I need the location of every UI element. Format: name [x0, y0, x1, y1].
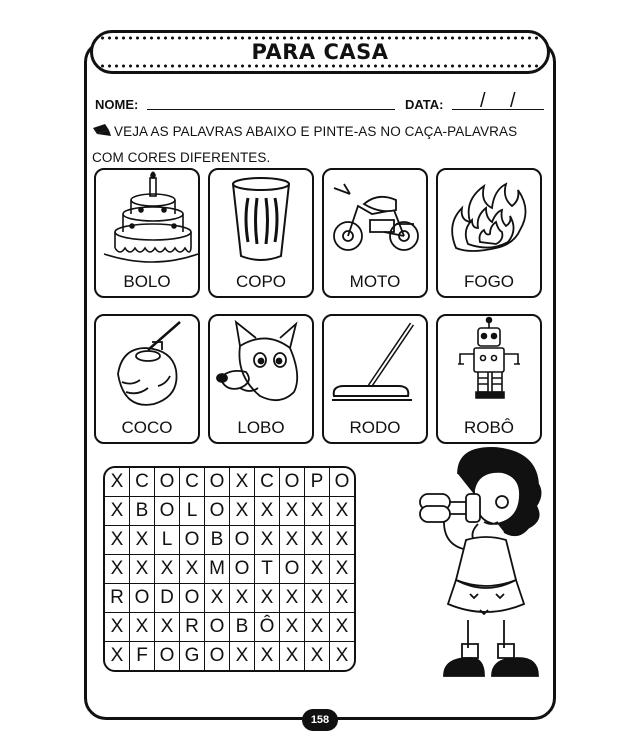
grid-cell[interactable]: X: [280, 526, 305, 555]
grid-cell[interactable]: X: [255, 526, 280, 555]
card-word: MOTO: [349, 272, 401, 291]
grid-cell[interactable]: O: [230, 526, 255, 555]
grid-cell[interactable]: X: [255, 584, 280, 613]
grid-cell[interactable]: X: [305, 555, 330, 584]
grid-row: [105, 497, 354, 526]
grid-cell[interactable]: X: [155, 613, 180, 642]
title-banner: [90, 30, 550, 74]
grid-cell[interactable]: X: [305, 526, 330, 555]
grid-cell[interactable]: O: [205, 613, 230, 642]
grid-cell[interactable]: D: [155, 584, 180, 613]
grid-cell[interactable]: O: [205, 468, 230, 497]
grid-cell[interactable]: X: [130, 613, 155, 642]
grid-cell[interactable]: X: [330, 555, 355, 584]
grid-cell[interactable]: X: [305, 642, 330, 671]
grid-cell[interactable]: X: [330, 642, 355, 671]
grid-cell[interactable]: B: [230, 613, 255, 642]
card-bolo: [94, 168, 200, 298]
date-label: DATA:: [405, 97, 444, 112]
page-number-badge: 158: [302, 709, 338, 731]
card-fogo: [436, 168, 542, 298]
grid-row: [105, 468, 354, 497]
card-word: ROBÔ: [463, 418, 515, 437]
grid-cell[interactable]: X: [230, 468, 255, 497]
grid-row: [105, 613, 354, 642]
grid-cell[interactable]: X: [280, 584, 305, 613]
grid-cell[interactable]: P: [305, 468, 330, 497]
grid-cell[interactable]: X: [280, 613, 305, 642]
grid-cell[interactable]: X: [255, 642, 280, 671]
grid-cell[interactable]: M: [205, 555, 230, 584]
grid-cell[interactable]: O: [130, 584, 155, 613]
card-word: COCO: [121, 418, 173, 437]
grid-cell[interactable]: X: [155, 555, 180, 584]
motorcycle-icon: [324, 170, 426, 270]
grid-cell[interactable]: X: [305, 584, 330, 613]
card-word: LOBO: [237, 418, 285, 437]
grid-cell[interactable]: X: [105, 497, 130, 526]
grid-cell[interactable]: X: [305, 613, 330, 642]
card-rodo: [322, 314, 428, 444]
grid-cell[interactable]: O: [180, 526, 205, 555]
date-separator-1: /: [480, 90, 486, 112]
grid-cell[interactable]: X: [130, 526, 155, 555]
grid-cell[interactable]: X: [330, 613, 355, 642]
grid-cell[interactable]: O: [155, 468, 180, 497]
card-word: RODO: [349, 418, 401, 437]
grid-cell[interactable]: O: [330, 468, 355, 497]
grid-cell[interactable]: X: [255, 497, 280, 526]
grid-cell[interactable]: O: [230, 555, 255, 584]
grid-cell[interactable]: X: [205, 584, 230, 613]
word-search-grid: [103, 466, 356, 672]
date-field[interactable]: [452, 109, 544, 110]
grid-cell[interactable]: X: [330, 497, 355, 526]
grid-cell[interactable]: O: [280, 555, 305, 584]
card-word: COPO: [235, 272, 287, 291]
grid-cell[interactable]: X: [280, 497, 305, 526]
card-word: BOLO: [123, 272, 171, 291]
grid-cell[interactable]: O: [155, 497, 180, 526]
grid-cell[interactable]: B: [130, 497, 155, 526]
grid-cell[interactable]: L: [155, 526, 180, 555]
grid-cell[interactable]: G: [180, 642, 205, 671]
grid-cell[interactable]: B: [205, 526, 230, 555]
robot-icon: [438, 316, 540, 416]
grid-cell[interactable]: X: [105, 642, 130, 671]
grid-cell[interactable]: F: [130, 642, 155, 671]
grid-cell[interactable]: X: [105, 468, 130, 497]
girl-with-binoculars-icon: [414, 444, 554, 700]
grid-cell[interactable]: O: [155, 642, 180, 671]
grid-cell[interactable]: Ô: [255, 613, 280, 642]
grid-cell[interactable]: R: [180, 613, 205, 642]
grid-row: [105, 642, 354, 671]
instruction-text: VEJA AS PALAVRAS ABAIXO E PINTE-AS NO CAÇA-PALAVRAS COM CORES DIFERENTES.: [92, 124, 518, 165]
grid-cell[interactable]: X: [305, 497, 330, 526]
grid-cell[interactable]: X: [230, 642, 255, 671]
grid-cell[interactable]: O: [205, 497, 230, 526]
grid-cell[interactable]: X: [230, 584, 255, 613]
card-robo: [436, 314, 542, 444]
cup-icon: [210, 170, 312, 270]
squeegee-icon: [324, 316, 426, 416]
card-moto: [322, 168, 428, 298]
grid-cell[interactable]: X: [105, 555, 130, 584]
pencil-icon: [92, 122, 112, 146]
grid-cell[interactable]: T: [255, 555, 280, 584]
grid-cell[interactable]: O: [205, 642, 230, 671]
grid-cell[interactable]: X: [330, 584, 355, 613]
fire-icon: [438, 170, 540, 270]
grid-cell[interactable]: X: [230, 497, 255, 526]
grid-cell[interactable]: L: [180, 497, 205, 526]
word-search-table: [105, 468, 354, 670]
grid-cell[interactable]: C: [180, 468, 205, 497]
grid-cell[interactable]: X: [330, 526, 355, 555]
coconut-icon: [96, 316, 198, 416]
cake-icon: [96, 170, 198, 270]
card-lobo: [208, 314, 314, 444]
grid-cell[interactable]: X: [105, 613, 130, 642]
grid-cell[interactable]: R: [105, 584, 130, 613]
grid-cell[interactable]: O: [280, 468, 305, 497]
name-label: NOME:: [95, 97, 139, 112]
card-copo: [208, 168, 314, 298]
grid-cell[interactable]: O: [180, 584, 205, 613]
card-coco: [94, 314, 200, 444]
form-line: [95, 92, 545, 114]
name-field[interactable]: [147, 109, 395, 110]
grid-cell[interactable]: X: [130, 555, 155, 584]
date-separator-2: /: [510, 90, 516, 112]
page-title: PARA CASA: [251, 40, 389, 64]
card-word: FOGO: [463, 272, 515, 291]
grid-cell[interactable]: X: [180, 555, 205, 584]
grid-cell[interactable]: C: [130, 468, 155, 497]
grid-cell[interactable]: X: [105, 526, 130, 555]
instruction: [92, 120, 552, 170]
grid-cell[interactable]: X: [280, 642, 305, 671]
grid-row: [105, 584, 354, 613]
wolf-icon: [210, 316, 312, 416]
grid-row: [105, 555, 354, 584]
grid-cell[interactable]: C: [255, 468, 280, 497]
grid-row: [105, 526, 354, 555]
